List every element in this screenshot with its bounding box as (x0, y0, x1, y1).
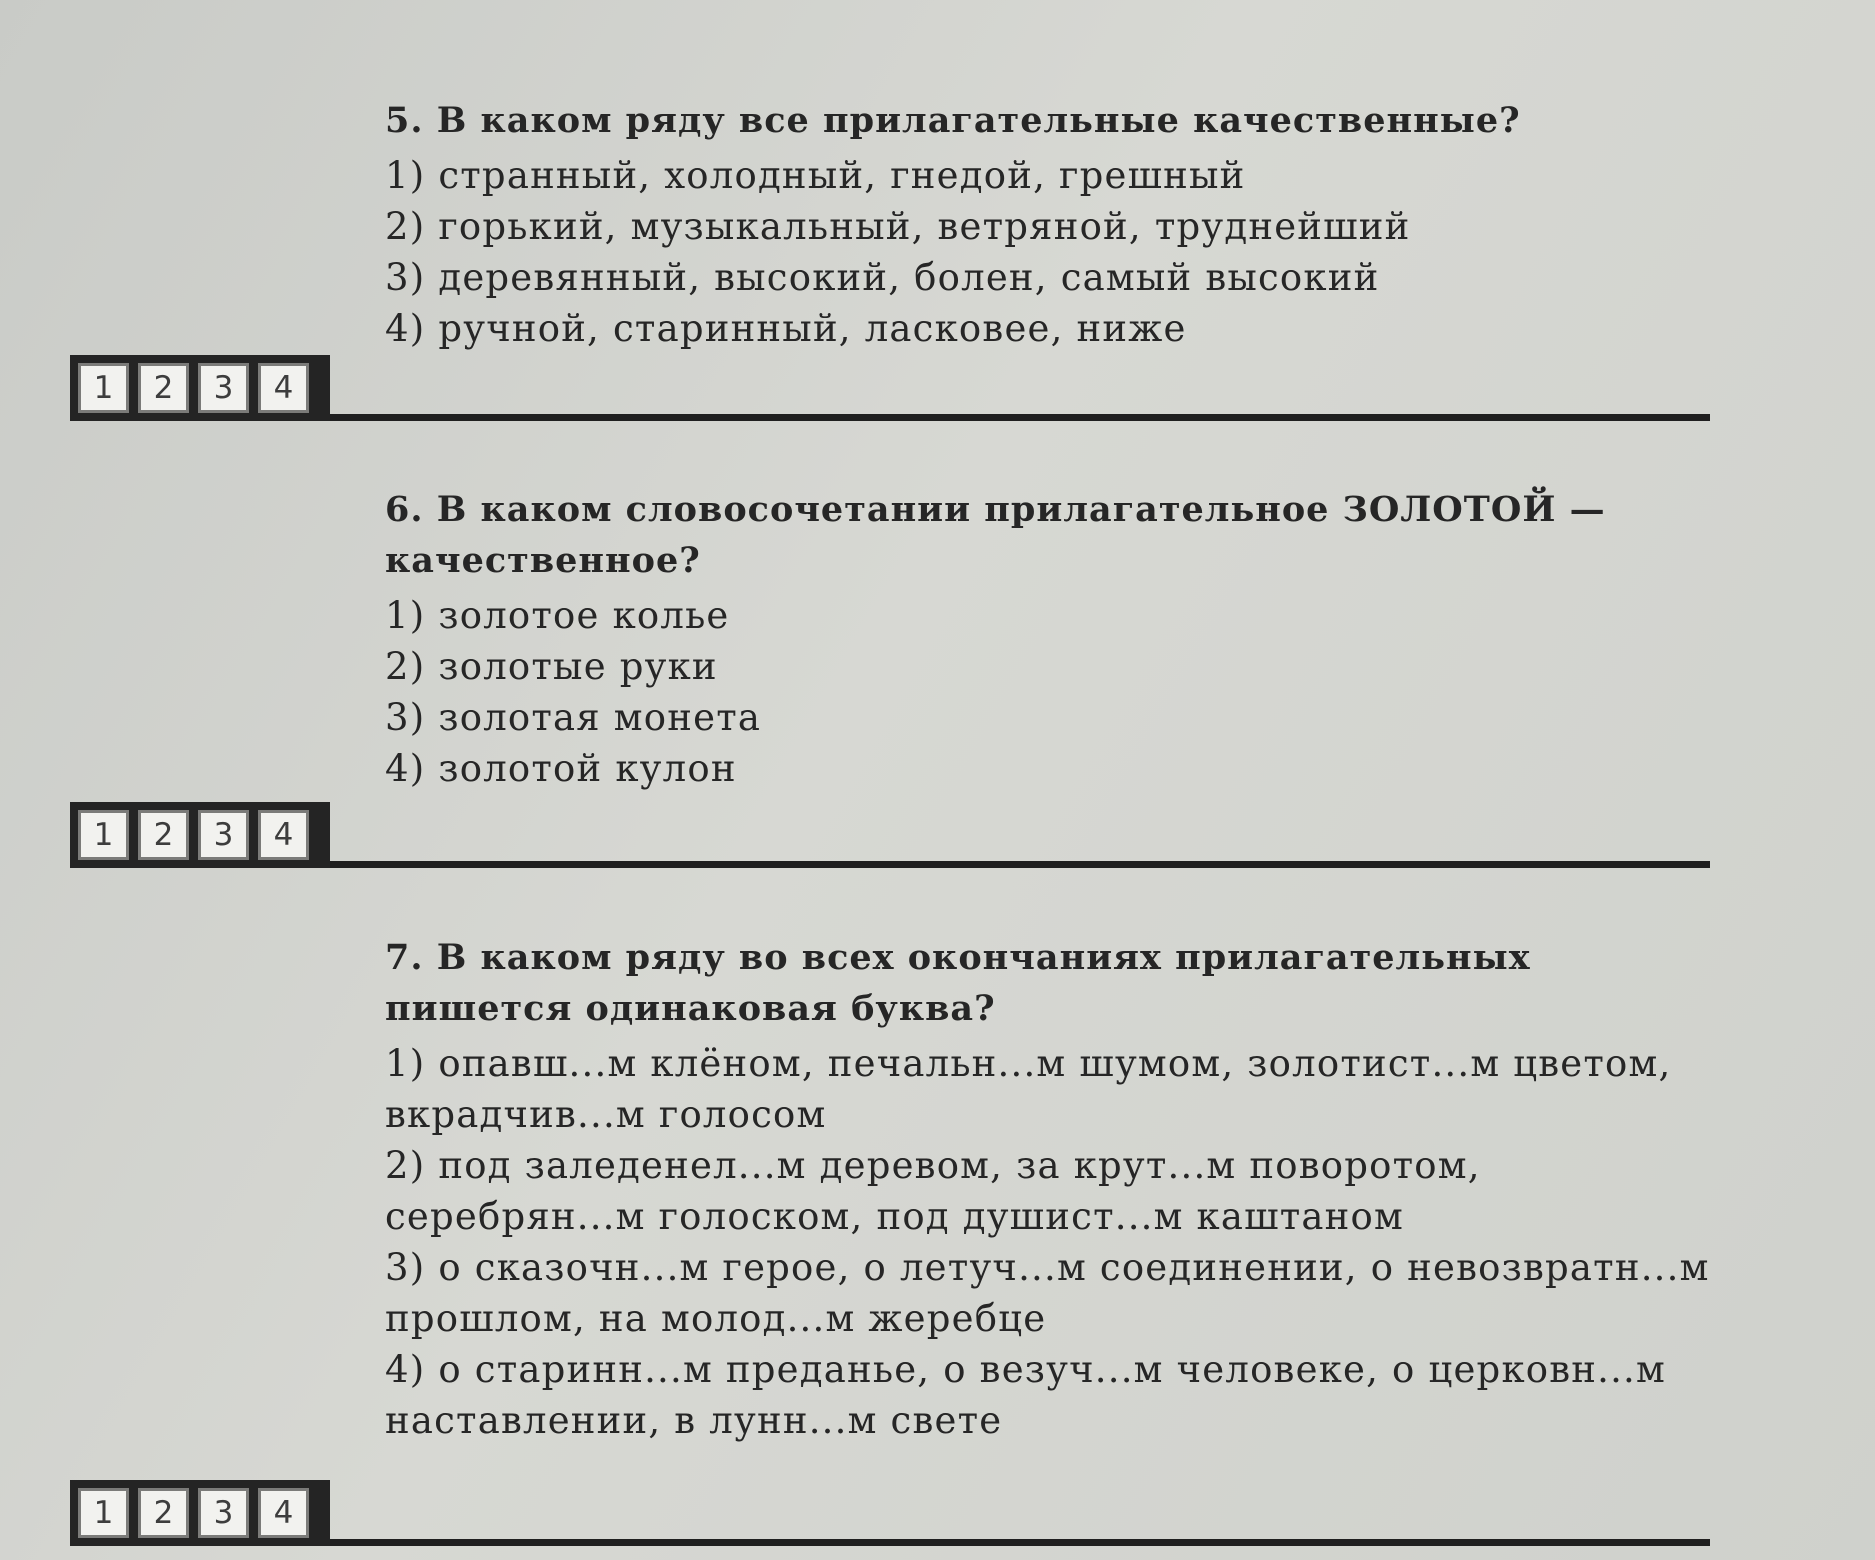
answer-cell-4[interactable]: 4 (258, 363, 309, 413)
answer-cell-2[interactable]: 2 (138, 1488, 189, 1538)
question-6 (385, 484, 1710, 794)
option-4: 4) ручной, старинный, ласковее, ниже (385, 307, 1187, 350)
question-5 (385, 95, 1710, 354)
answer-cell-1[interactable]: 1 (78, 810, 129, 860)
question-stem (385, 484, 1710, 586)
option-3: 3) золотая монета (385, 696, 762, 739)
option-2: 2) золотые руки (385, 645, 718, 688)
question-text: В каком ряду во всех окончаниях прилагательных пишется одинаковая буква? (385, 937, 1531, 1029)
option-1: 1) странный, холодный, гнедой, грешный (385, 154, 1246, 197)
answer-cell-3[interactable]: 3 (198, 363, 249, 413)
question-number: 7. (385, 937, 424, 978)
option-2: 2) под заледенел...м деревом, за крут...м поворотом, серебрян...м голоском, под душист...м каштаном (385, 1144, 1481, 1238)
answer-cell-1[interactable]: 1 (78, 1488, 129, 1538)
question-number: 6. (385, 489, 424, 530)
separator-line (330, 1539, 1710, 1546)
answer-row-6 (70, 802, 1710, 868)
question-text: В каком словосочетании прилагательное ЗОЛОТОЙ — качественное? (385, 489, 1606, 581)
answer-options (385, 590, 1710, 794)
answer-cell-4[interactable]: 4 (258, 1488, 309, 1538)
option-1: 1) опавш...м клёном, печальн...м шумом, золотист...м цветом, вкрадчив...м голосом (385, 1042, 1672, 1136)
separator-line (330, 414, 1710, 421)
question-7 (385, 932, 1710, 1446)
answer-cell-2[interactable]: 2 (138, 810, 189, 860)
answer-cell-4[interactable]: 4 (258, 810, 309, 860)
option-1: 1) золотое колье (385, 594, 730, 637)
answer-cell-3[interactable]: 3 (198, 1488, 249, 1538)
answer-row-7 (70, 1480, 1710, 1546)
option-3: 3) деревянный, высокий, болен, самый высокий (385, 256, 1380, 299)
answer-options (385, 150, 1710, 354)
answer-box (70, 802, 330, 868)
answer-cell-3[interactable]: 3 (198, 810, 249, 860)
question-stem (385, 95, 1710, 146)
question-stem (385, 932, 1710, 1034)
separator-line (330, 861, 1710, 868)
option-3: 3) о сказочн...м герое, о летуч...м соединении, о невозвратн...м прошлом, на молод...м жеребце (385, 1246, 1710, 1340)
answer-box (70, 1480, 330, 1546)
answer-box (70, 355, 330, 421)
option-4: 4) о старинн...м преданье, о везуч...м человеке, о церковн...м наставлении, в лунн...м свете (385, 1348, 1667, 1442)
answer-cell-1[interactable]: 1 (78, 363, 129, 413)
question-number: 5. (385, 100, 424, 141)
option-2: 2) горький, музыкальный, ветряной, труднейший (385, 205, 1411, 248)
answer-options (385, 1038, 1710, 1446)
answer-row-5 (70, 355, 1710, 421)
option-4: 4) золотой кулон (385, 747, 737, 790)
question-text: В каком ряду все прилагательные качественные? (436, 100, 1521, 141)
answer-cell-2[interactable]: 2 (138, 363, 189, 413)
